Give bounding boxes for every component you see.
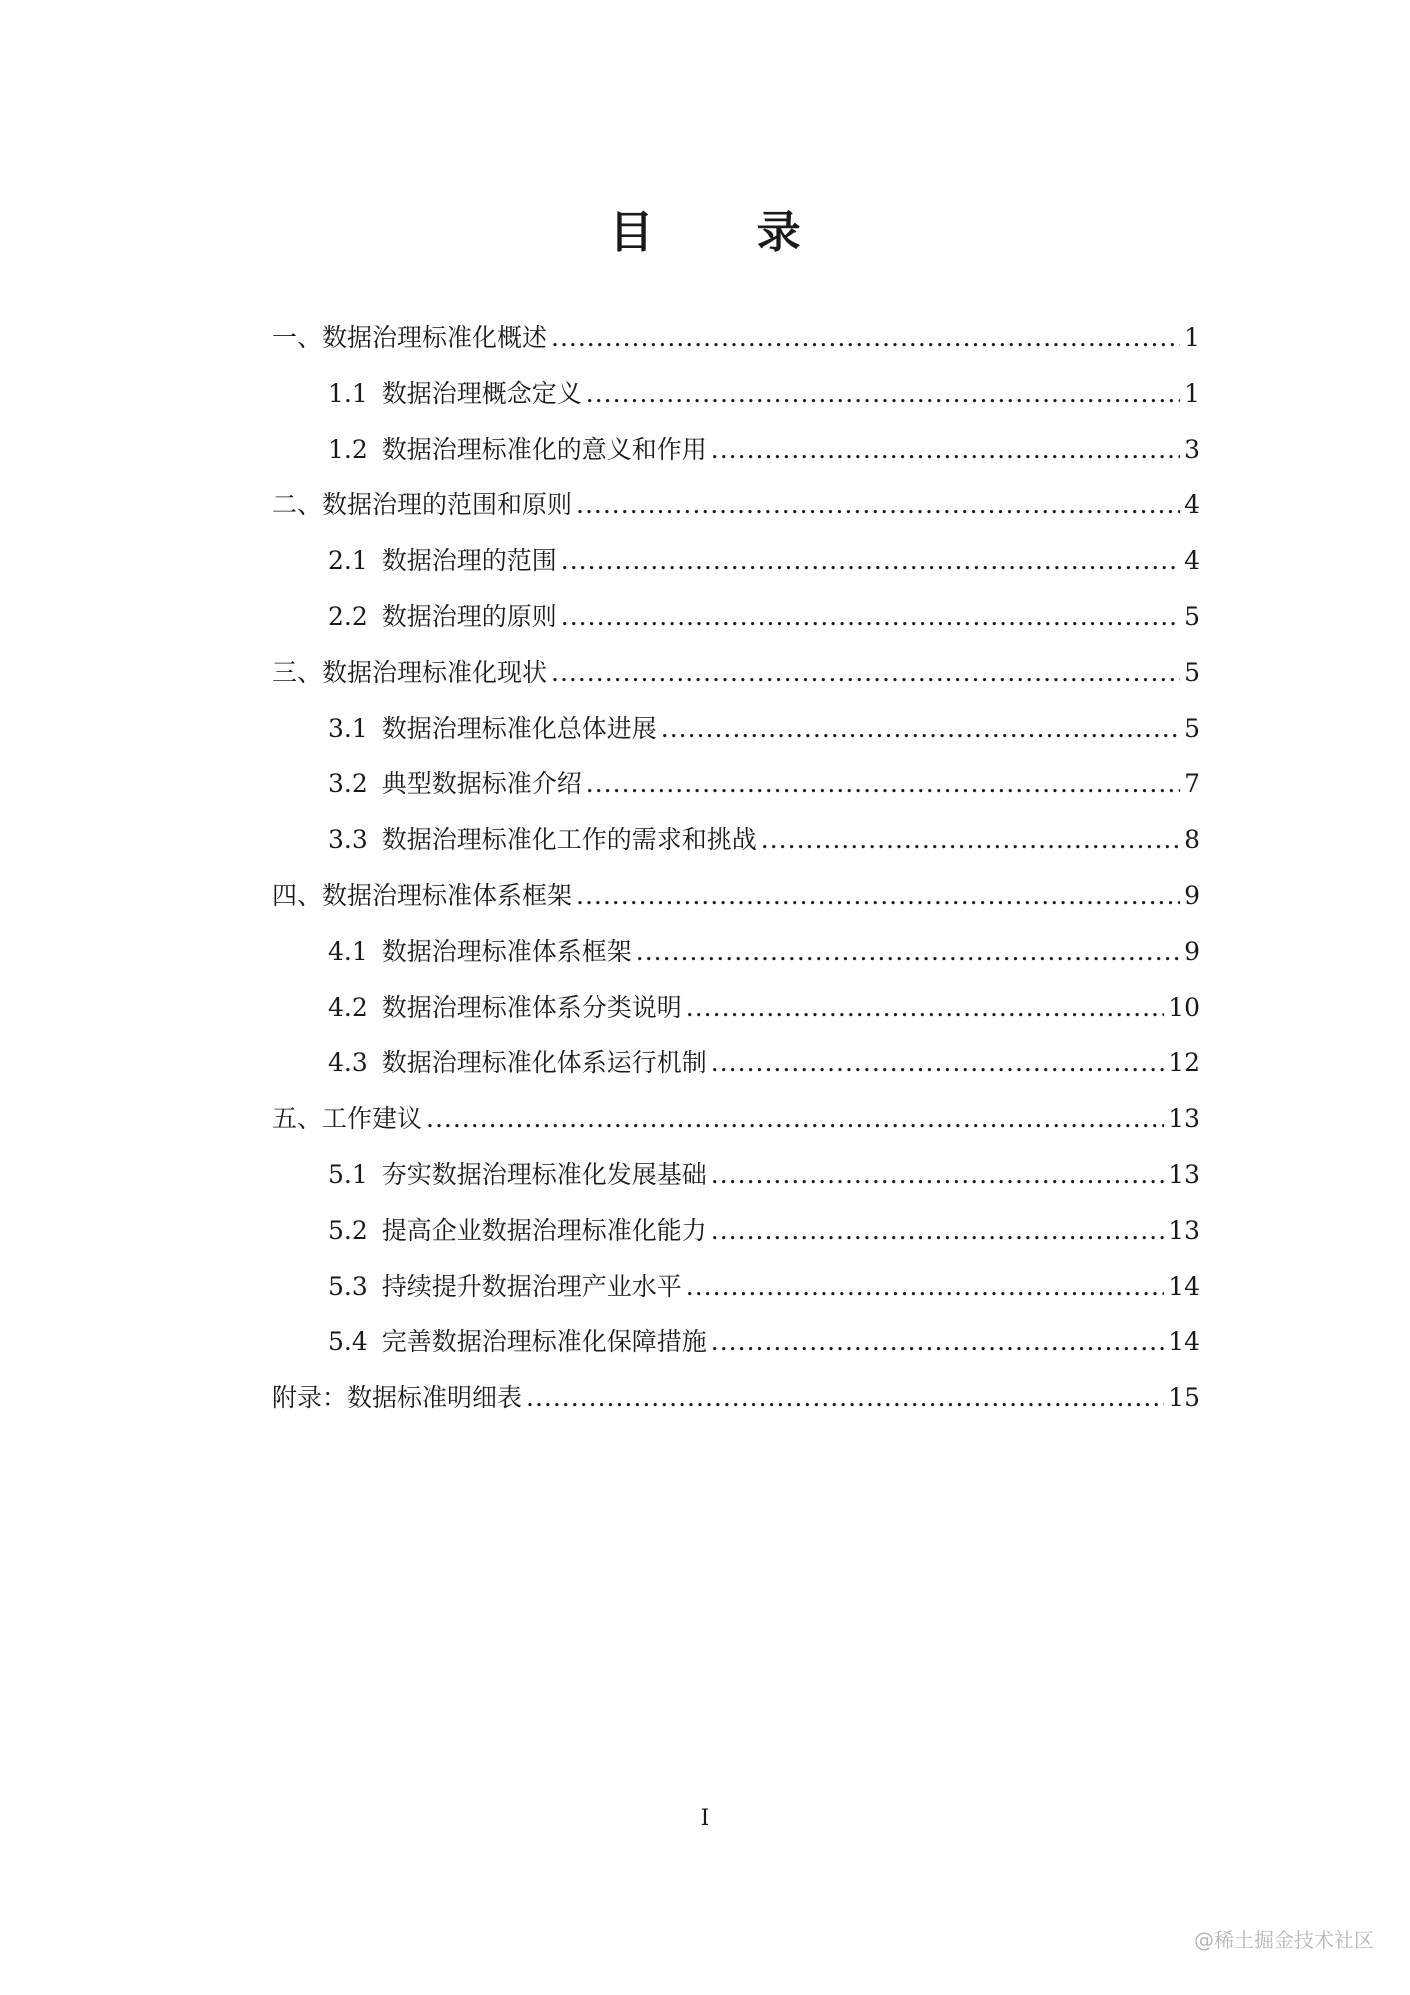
toc-entry-page: 9: [1184, 936, 1200, 966]
watermark: @稀土掘金技术社区: [1194, 1928, 1374, 1952]
toc-dot-leader: [551, 310, 1180, 366]
toc-dot-leader: [586, 756, 1180, 812]
toc-dot-leader: [561, 533, 1180, 589]
toc-entry[interactable]: [272, 1259, 1200, 1315]
toc-entry-number: 2.2: [328, 601, 368, 631]
toc-entry-page: 13: [1168, 1159, 1200, 1189]
toc-entry-number: 5.1: [328, 1159, 368, 1189]
toc-dot-leader: [661, 701, 1180, 757]
toc-entry[interactable]: [272, 310, 1200, 366]
toc-entry[interactable]: [272, 422, 1200, 478]
toc-entry-page: 14: [1168, 1327, 1200, 1357]
toc-dot-leader: [576, 477, 1180, 533]
toc-entry-number: 1.2: [328, 434, 368, 464]
toc-entry-page: 5: [1184, 657, 1200, 687]
toc-entry[interactable]: [272, 1035, 1200, 1091]
toc-entry-label: 数据治理标准化体系运行机制: [381, 1048, 707, 1078]
toc-dot-leader: [551, 645, 1180, 701]
toc-entry-label: 夯实数据治理标准化发展基础: [381, 1159, 707, 1189]
toc-entry-page: 7: [1184, 769, 1200, 799]
toc-entry-label: 提高企业数据治理标准化能力: [381, 1215, 707, 1245]
toc-dot-leader: [586, 366, 1180, 422]
toc-entry[interactable]: [272, 1203, 1200, 1259]
toc-entry[interactable]: [272, 1314, 1200, 1370]
toc-entry[interactable]: [272, 589, 1200, 645]
toc-entry-page: 14: [1168, 1271, 1200, 1301]
toc-entry-number: 3.1: [328, 713, 368, 743]
toc-entry-label: 附录：数据标准明细表: [272, 1383, 523, 1413]
toc-entry-label: 四、数据治理标准体系框架: [272, 880, 573, 910]
toc-entry-number: 3.2: [328, 769, 368, 799]
toc-entry[interactable]: [272, 1147, 1200, 1203]
toc-entry-page: 1: [1184, 323, 1200, 352]
toc-dot-leader: [711, 1035, 1164, 1091]
toc-entry-label: 持续提升数据治理产业水平: [381, 1271, 682, 1301]
table-of-contents: [272, 310, 1200, 1426]
toc-entry-page: 12: [1168, 1048, 1200, 1078]
toc-entry-label: 数据治理概念定义: [381, 378, 582, 408]
toc-entry-page: 5: [1184, 601, 1200, 631]
toc-entry-label: 数据治理的原则: [381, 601, 557, 631]
toc-dot-leader: [711, 1203, 1164, 1259]
toc-entry[interactable]: [272, 701, 1200, 757]
toc-entry-label: 五、工作建议: [272, 1104, 423, 1134]
toc-entry-number: 4.2: [328, 992, 368, 1022]
toc-dot-leader: [761, 812, 1180, 868]
toc-dot-leader: [426, 1091, 1164, 1147]
toc-entry-number: 4.1: [328, 936, 368, 966]
toc-entry-page: 4: [1184, 490, 1200, 520]
toc-entry-label: 数据治理的范围: [381, 546, 557, 576]
toc-entry-page: 9: [1184, 880, 1200, 910]
toc-entry-label: 数据治理标准化总体进展: [381, 713, 657, 743]
toc-entry-number: 5.3: [328, 1271, 368, 1301]
toc-entry-label: 一、数据治理标准化概述: [272, 323, 548, 352]
toc-dot-leader: [711, 1147, 1164, 1203]
toc-entry-page: 3: [1184, 434, 1200, 464]
page-number: I: [700, 1806, 710, 1831]
toc-entry-page: 5: [1184, 713, 1200, 743]
toc-entry-number: 3.3: [328, 825, 368, 855]
toc-dot-leader: [636, 924, 1180, 980]
toc-entry-number: 1.1: [328, 378, 368, 408]
toc-entry-page: 10: [1168, 992, 1200, 1022]
toc-entry[interactable]: [272, 980, 1200, 1036]
toc-entry-label: 数据治理标准化工作的需求和挑战: [381, 825, 757, 855]
toc-entry-number: 2.1: [328, 546, 368, 576]
toc-entry-page: 13: [1168, 1104, 1200, 1134]
toc-entry-number: 5.2: [328, 1215, 368, 1245]
toc-entry-page: 4: [1184, 546, 1200, 576]
toc-dot-leader: [526, 1370, 1164, 1426]
toc-entry-label: 典型数据标准介绍: [381, 769, 582, 799]
page-title: 目 录: [609, 207, 845, 258]
toc-entry-page: 13: [1168, 1215, 1200, 1245]
toc-entry[interactable]: [272, 1091, 1200, 1147]
toc-entry-label: 数据治理标准化的意义和作用: [381, 434, 707, 464]
toc-dot-leader: [711, 1314, 1164, 1370]
toc-entry-number: 4.3: [328, 1048, 368, 1078]
toc-dot-leader: [561, 589, 1180, 645]
toc-entry-label: 三、数据治理标准化现状: [272, 657, 548, 687]
toc-entry-page: 1: [1184, 378, 1200, 408]
toc-entry[interactable]: [272, 812, 1200, 868]
toc-entry[interactable]: [272, 868, 1200, 924]
toc-entry-label: 数据治理标准体系框架: [381, 936, 632, 966]
toc-dot-leader: [576, 868, 1180, 924]
toc-dot-leader: [686, 980, 1164, 1036]
toc-entry-page: 8: [1184, 825, 1200, 855]
toc-entry-number: 5.4: [328, 1327, 368, 1357]
toc-entry[interactable]: [272, 645, 1200, 701]
toc-entry-label: 数据治理标准体系分类说明: [381, 992, 682, 1022]
toc-dot-leader: [711, 422, 1180, 478]
toc-entry[interactable]: [272, 533, 1200, 589]
toc-entry[interactable]: [272, 924, 1200, 980]
toc-entry[interactable]: [272, 1370, 1200, 1426]
toc-entry-label: 二、数据治理的范围和原则: [272, 490, 573, 520]
toc-dot-leader: [686, 1259, 1164, 1315]
toc-entry[interactable]: [272, 477, 1200, 533]
toc-entry-label: 完善数据治理标准化保障措施: [381, 1327, 707, 1357]
toc-entry[interactable]: [272, 756, 1200, 812]
toc-entry[interactable]: [272, 366, 1200, 422]
toc-entry-page: 15: [1168, 1383, 1200, 1413]
